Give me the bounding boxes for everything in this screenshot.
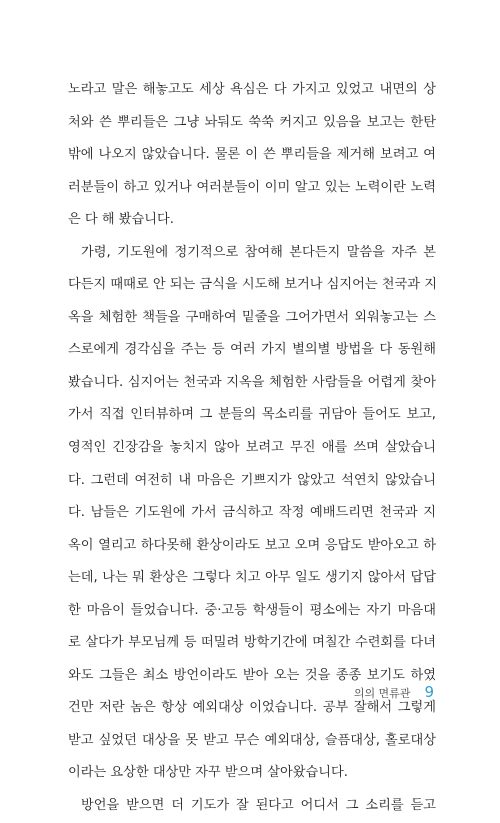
- text-line: 이라는 요상한 대상만 자꾸 받으며 살아왔습니다.: [68, 765, 348, 781]
- text-line: 옥이 열리고 하다못해 환상이라도 보고 오며 응답도 받아오고 하: [68, 537, 436, 553]
- page-number: 9: [424, 683, 434, 701]
- paragraph-start-line: 방언을 받으면 더 기도가 잘 된다고 어디서 그 소리를 듣고: [81, 798, 436, 814]
- text-line: 받고 싶었던 대상을 못 받고 무슨 예외대상, 슬픔대상, 홀로대상: [68, 732, 436, 748]
- text-line: 건만 저란 놈은 항상 예외대상 이었습니다. 공부 잘해서 그렇게: [68, 700, 436, 716]
- page-footer: [354, 683, 434, 701]
- text-line: 는데, 나는 뭐 환상은 그렇다 치고 아무 일도 생기지 않아서 답답: [68, 570, 436, 586]
- text-line: 한 마음이 들었습니다. 중·고등 학생들이 평소에는 자기 마음대: [68, 602, 436, 618]
- running-title: 의의 면류관: [353, 687, 411, 700]
- text-line: 은 다 해 봤습니다.: [68, 212, 174, 228]
- text-line: 스로에게 경각심을 주는 등 여러 가지 별의별 방법을 다 동원해: [68, 342, 436, 358]
- text-line: 가서 직접 인터뷰하며 그 분들의 목소리를 귀담아 들어도 보고,: [68, 407, 436, 423]
- text-line: 노라고 말은 해놓고도 세상 욕심은 다 가지고 있었고 내면의 상: [68, 82, 436, 97]
- text-line: 러분들이 하고 있거나 여러분들이 이미 알고 있는 노력이란 노력: [68, 179, 436, 195]
- text-line: 밖에 나오지 않았습니다. 물론 이 쓴 뿌리들을 제거해 보려고 여: [68, 147, 436, 163]
- text-line: 다. 남들은 기도원에 가서 금식하고 작정 예배드리면 천국과 지: [68, 505, 436, 521]
- body-text: [68, 74, 436, 823]
- text-line: 옥을 체험한 책들을 구매하여 밑줄을 그어가면서 외워놓고는 스: [68, 309, 436, 325]
- text-line: 처와 쓴 뿌리들은 그냥 놔둬도 쑥쑥 커지고 있음을 보고는 한탄: [68, 114, 436, 130]
- text-line: 로 살다가 부모님께 등 떠밀려 방학기간에 며칠간 수련회를 다녀: [68, 635, 436, 651]
- text-line: 봤습니다. 심지어는 천국과 지옥을 체험한 사람들을 어렵게 찾아: [68, 374, 436, 390]
- text-line: 다. 그런데 여전히 내 마음은 기쁘지가 않았고 석연치 않았습니: [68, 472, 436, 488]
- text-line: 다든지 때때로 안 되는 금식을 시도해 보거나 심지어는 천국과 지: [68, 277, 437, 293]
- text-line: 와도 그들은 최소 방언이라도 받아 오는 것을 종종 보기도 하였: [68, 667, 436, 683]
- paragraph-start-line: 가령, 기도원에 정기적으로 참여해 본다든지 말씀을 자주 본: [81, 244, 436, 260]
- text-line: 영적인 긴장감을 놓치지 않아 보려고 무진 애를 쓰며 살았습니: [68, 440, 436, 456]
